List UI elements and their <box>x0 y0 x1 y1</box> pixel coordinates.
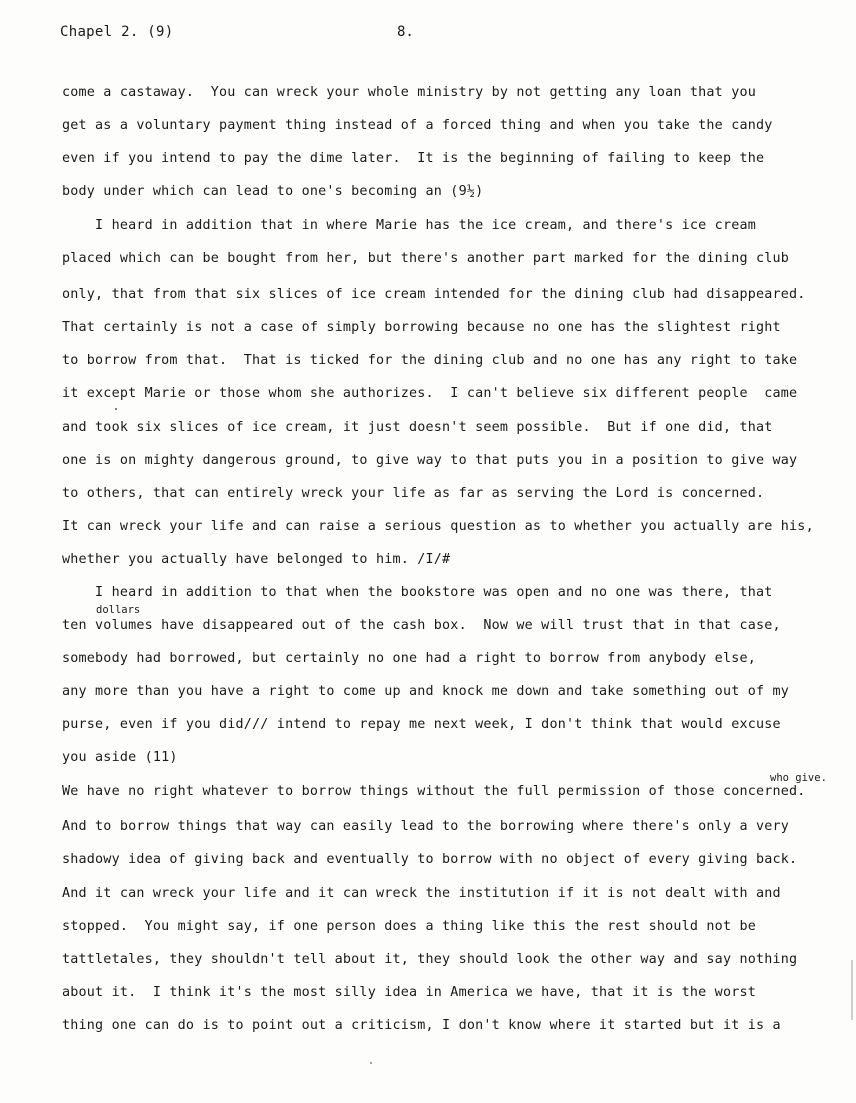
text-line-21: you aside (11) <box>62 750 178 765</box>
stray-dot-mark-bottom <box>370 1062 372 1064</box>
text-line-13: to others, that can entirely wreck your life as far as serving the Lord is concerned. <box>62 486 765 501</box>
text-line-5: I heard in addition that in where Marie has the ice cream, and there's ice cream <box>62 218 756 233</box>
text-line-17: ten volumes have disappeared out of the cash box. Now we will trust that in that case, <box>62 618 781 633</box>
text-line-16: I heard in addition to that when the bookstore was open and no one was there, that <box>62 585 773 600</box>
text-line-11: and took six slices of ice cream, it just doesn't seem possible. But if one did, that <box>62 420 773 435</box>
text-line-3: even if you intend to pay the dime later. It is the beginning of failing to keep the <box>62 151 765 166</box>
text-line-26: stopped. You might say, if one person does a thing like this the rest should not be <box>62 919 756 934</box>
inserted-word-dollars: dollars <box>96 604 141 616</box>
stray-dot-mark <box>115 408 117 410</box>
text-line-9: to borrow from that. That is ticked for the dining club and no one has any right to take <box>62 353 798 368</box>
page-number: 8. <box>397 24 414 40</box>
text-line-22: We have no right whatever to borrow things without the full permission of those concerned. <box>62 784 806 799</box>
text-line-8: That certainly is not a case of simply borrowing because no one has the slightest right <box>62 320 781 335</box>
text-line-7: only, that from that six slices of ice cream intended for the dining club had disappeared. <box>62 287 806 302</box>
text-line-2: get as a voluntary payment thing instead of a forced thing and when you take the candy <box>62 118 773 133</box>
text-line-20: purse, even if you did/// intend to repay me next week, I don't think that would excuse <box>62 717 781 732</box>
text-line-15: whether you actually have belonged to him. /I/# <box>62 552 451 567</box>
text-line-18: somebody had borrowed, but certainly no one had a right to borrow from anybody else, <box>62 651 756 666</box>
inserted-words-who-give: who give. <box>770 772 827 784</box>
text-line-14: It can wreck your life and can raise a serious question as to whether you actually are his, <box>62 519 814 534</box>
text-line-29: thing one can do is to point out a criticism, I don't know where it started but it is a <box>62 1018 781 1033</box>
text-line-12: one is on mighty dangerous ground, to give way to that puts you in a position to give way <box>62 453 798 468</box>
text-line-10: it except Marie or those whom she authorizes. I can't believe six different people came <box>62 386 798 401</box>
chapel-reference-header: Chapel 2. (9) <box>60 24 174 40</box>
text-line-25: And it can wreck your life and it can wreck the institution if it is not dealt with and <box>62 886 781 901</box>
text-line-19: any more than you have a right to come up and knock me down and take something out of my <box>62 684 790 699</box>
text-line-24: shadowy idea of giving back and eventually to borrow with no object of every giving back. <box>62 852 798 867</box>
text-line-23: And to borrow things that way can easily lead to the borrowing where there's only a very <box>62 819 790 834</box>
text-line-27: tattletales, they shouldn't tell about it, they should look the other way and say nothing <box>62 952 798 967</box>
page-edge-shadow <box>851 960 853 1020</box>
text-line-6: placed which can be bought from her, but there's another part marked for the dining club <box>62 251 790 266</box>
text-line-1: come a castaway. You can wreck your whole ministry by not getting any loan that you <box>62 85 756 100</box>
text-line-28: about it. I think it's the most silly idea in America we have, that it is the worst <box>62 985 756 1000</box>
text-line-4: body under which can lead to one's becoming an (9½) <box>62 184 484 199</box>
